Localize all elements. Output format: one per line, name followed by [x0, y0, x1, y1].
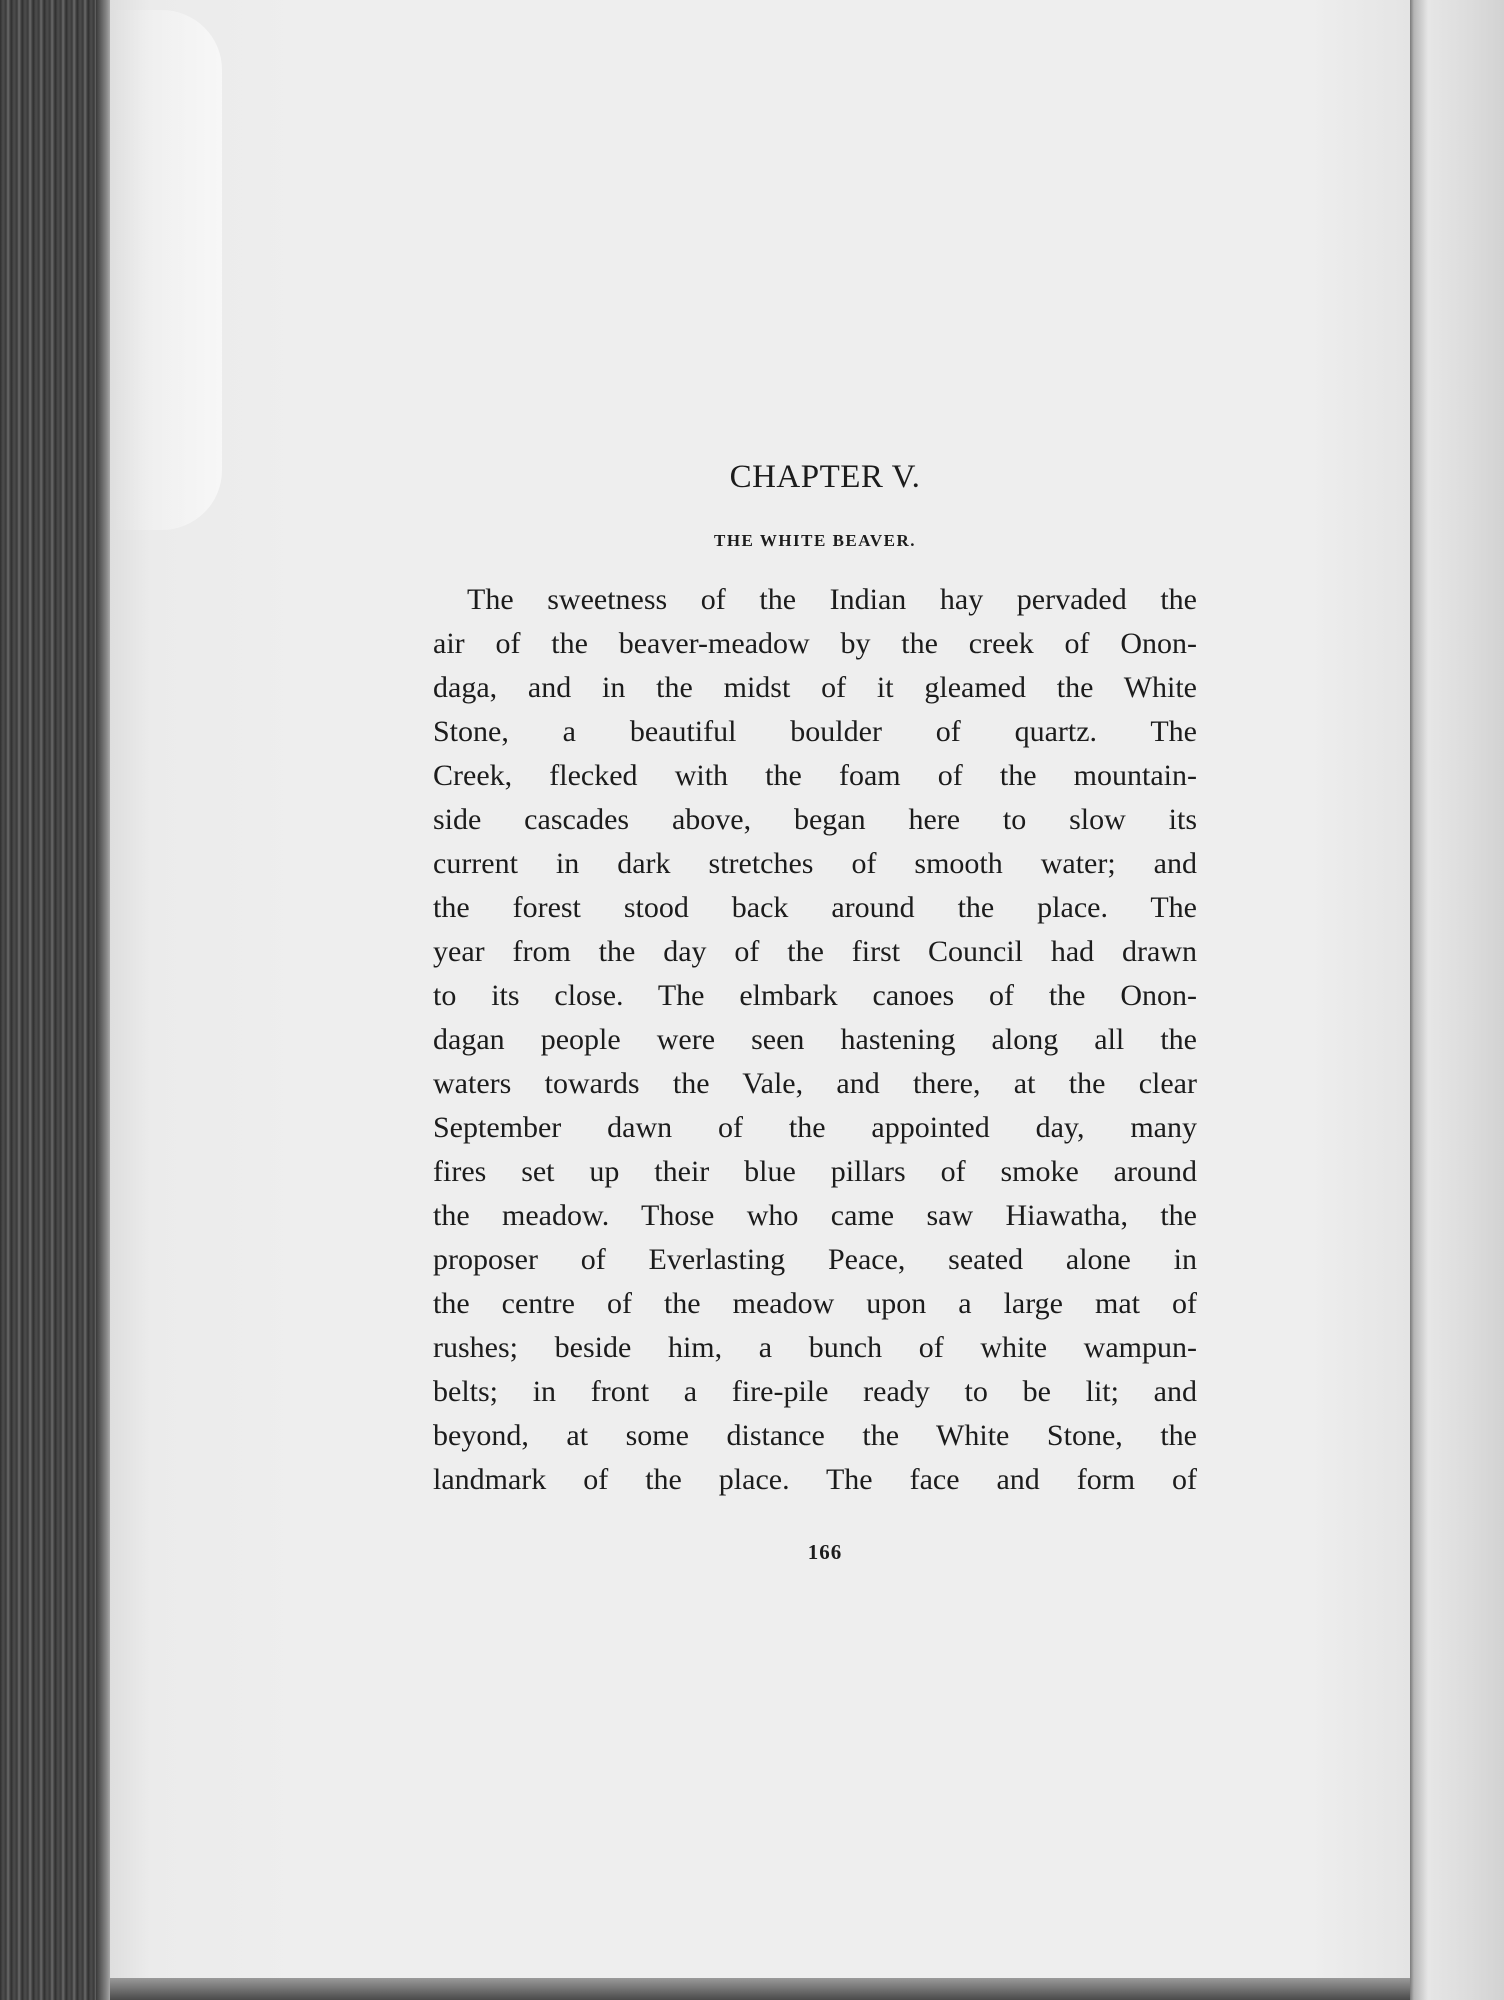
text-line: proposer of Everlasting Peace, seated alone in [433, 1243, 1197, 1276]
text-line: Creek, flecked with the foam of the mountain- [433, 759, 1197, 792]
text-line: September dawn of the appointed day, many [433, 1111, 1197, 1144]
text-line: the centre of the meadow upon a large mat of [433, 1287, 1197, 1320]
text-block [433, 452, 1197, 1564]
text-line: the meadow. Those who came saw Hiawatha, the [433, 1199, 1197, 1232]
chapter-subtitle: THE WHITE BEAVER. [713, 531, 917, 550]
text-line: belts; in front a fire-pile ready to be lit; and [433, 1375, 1197, 1408]
text-line: landmark of the place. The face and form of [433, 1463, 1197, 1496]
text-line: The sweetness of the Indian hay pervaded the [467, 583, 1197, 616]
text-line: fires set up their blue pillars of smoke around [433, 1155, 1197, 1188]
text-line: to its close. The elmbark canoes of the Onon- [433, 979, 1197, 1012]
text-line: waters towards the Vale, and there, at the clear [433, 1067, 1197, 1100]
chapter-title: CHAPTER V. [729, 459, 921, 495]
text-line: air of the beaver-meadow by the creek of Onon- [433, 627, 1197, 660]
text-line: side cascades above, began here to slow its [433, 803, 1197, 836]
text-line: rushes; beside him, a bunch of white wampun- [433, 1331, 1197, 1364]
book-spine-edge [0, 0, 110, 2000]
text-line: daga, and in the midst of it gleamed the White [433, 671, 1197, 704]
page-bottom-edge [110, 1978, 1410, 2000]
text-line: Stone, a beautiful boulder of quartz. The [433, 715, 1197, 748]
text-line: year from the day of the first Council had drawn [433, 935, 1197, 968]
text-line: dagan people were seen hastening along all the [433, 1023, 1197, 1056]
text-line: beyond, at some distance the White Stone, the [433, 1419, 1197, 1452]
facing-page-edge [1410, 0, 1504, 2000]
water-stain [112, 10, 222, 530]
text-line: the forest stood back around the place. The [433, 891, 1197, 924]
page-number: 166 [807, 1540, 843, 1564]
body-text [433, 578, 1197, 1502]
text-line: current in dark stretches of smooth water; and [433, 847, 1197, 880]
